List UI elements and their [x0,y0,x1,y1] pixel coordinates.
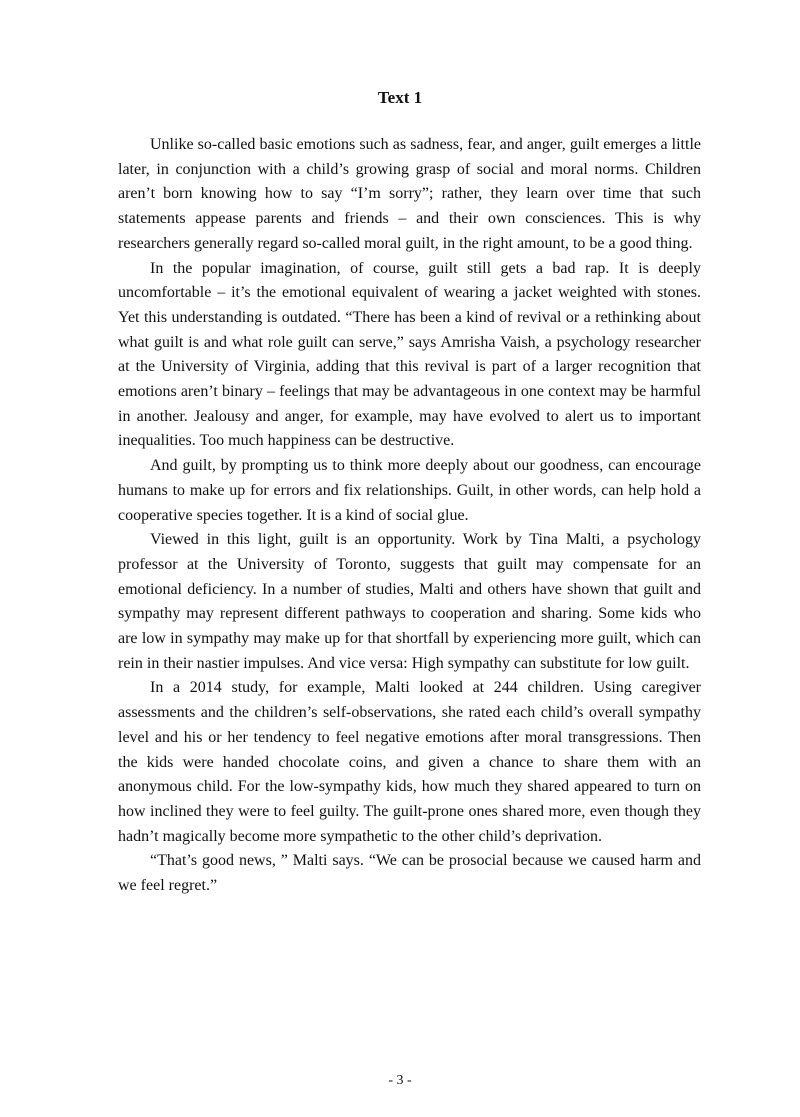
page-number: - 3 - [388,1073,412,1088]
paragraph-5: In a 2014 study, for example, Malti looked at 244 children. Using caregiver assessments and the children’s self-observations, she rated each child’s overall sympathy level and his or her tendency to feel negative emotions after moral transgressions. Then the kids were handed chocolate coins, and given a chance to share them with an anonymous child. For the low-sympathy kids, how much they shared appeared to turn on how inclined they were to feel guilty. The guilt-prone ones shared more, even though they hadn’t magically become more sympathetic to the other child’s deprivation. [118,679,701,845]
paragraph-6: “That’s good news, ” Malti says. “We can be prosocial because we caused harm and we feel regret.” [118,852,701,895]
article-body [118,133,701,899]
paragraph-1: Unlike so-called basic emotions such as sadness, fear, and anger, guilt emerges a little later, in conjunction with a child’s growing grasp of social and moral norms. Children aren’t born knowing how to say “I’m sorry”; rather, they learn over time that such statements appease parents and friends – and their own consciences. This is why researchers generally regard so-called moral guilt, in the right amount, to be a good thing. [118,136,701,252]
paragraph-4: Viewed in this light, guilt is an opportunity. Work by Tina Malti, a psychology professor at the University of Toronto, suggests that guilt may compensate for an emotional deficiency. In a number of studies, Malti and others have shown that guilt and sympathy may represent different pathways to cooperation and sharing. Some kids who are low in sympathy may make up for that shortfall by experiencing more guilt, which can rein in their nastier impulses. And vice versa: High sympathy can substitute for low guilt. [118,531,701,672]
paragraph-3: And guilt, by prompting us to think more deeply about our goodness, can encourage humans to make up for errors and fix relationships. Guilt, in other words, can help hold a cooperative species together. It is a kind of social glue. [118,457,701,524]
paragraph-2: In the popular imagination, of course, guilt still gets a bad rap. It is deeply uncomfortable – it’s the emotional equivalent of wearing a jacket weighted with stones. Yet this understanding is outdated. “There has been a kind of revival or a rethinking about what guilt is and what role guilt can serve,” says Amrisha Vaish, a psychology researcher at the University of Virginia, adding that this revival is part of a larger recognition that emotions aren’t binary – feelings that may be advantageous in one context may be harmful in another. Jealousy and anger, for example, may have evolved to alert us to important inequalities. Too much happiness can be destructive. [118,259,701,450]
text-title: Text 1 [377,88,423,107]
